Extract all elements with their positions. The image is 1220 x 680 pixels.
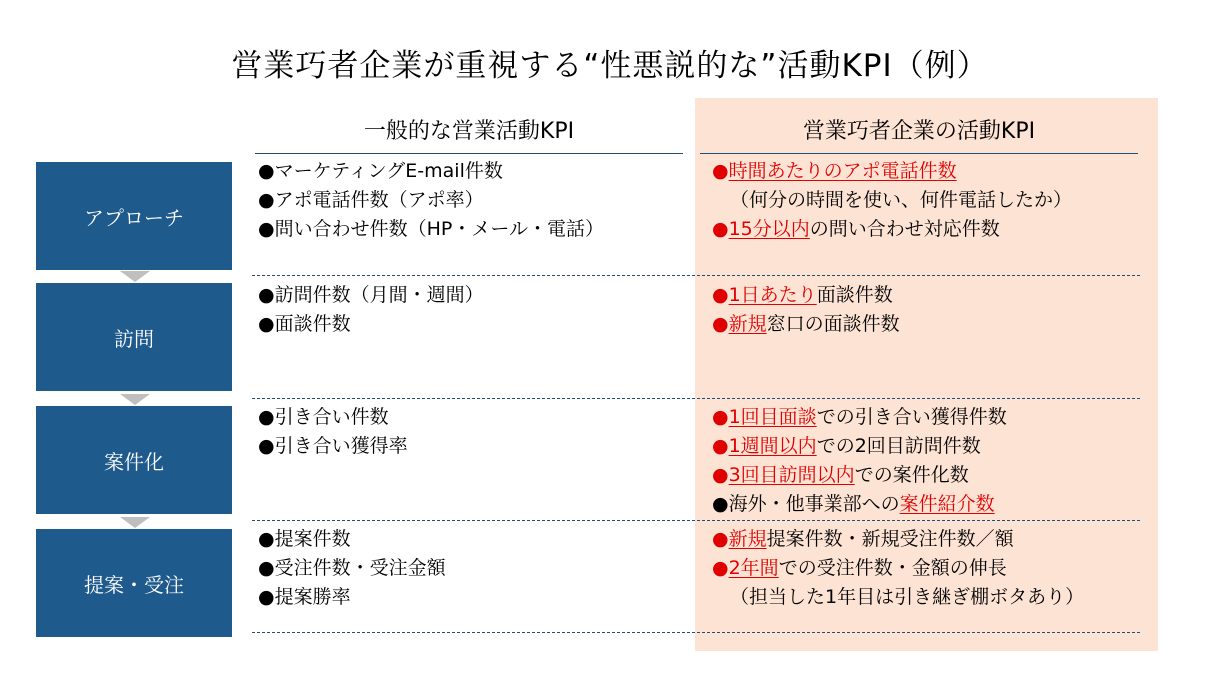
row-divider [252, 520, 1140, 521]
kpi-item: ●面談件数 [258, 313, 351, 335]
general-kpi-header: 一般的な営業活動KPI [363, 119, 575, 144]
kpi-text: での2回目訪問件数 [816, 435, 981, 457]
kpi-highlight: 1日あたり [728, 284, 817, 306]
flow-arrow-icon [120, 517, 150, 528]
red-bullet-icon: ● [712, 284, 729, 306]
kpi-text: 提案件数・新規受注件数／額 [766, 528, 1014, 550]
kpi-item: ●提案件数 [258, 528, 351, 550]
red-bullet-icon: ● [712, 406, 729, 428]
kpi-item: ●引き合い件数 [258, 406, 389, 428]
red-bullet-icon: ● [712, 435, 729, 457]
general-kpi-list-case [258, 403, 408, 461]
kpi-item [712, 157, 1072, 186]
expert-kpi-list-proposal [712, 525, 1084, 612]
kpi-item [712, 215, 1072, 244]
flow-arrow-icon [120, 271, 150, 282]
stage-case: 案件化 [36, 406, 232, 514]
kpi-highlight: 15分以内 [728, 218, 810, 240]
kpi-note: （担当した1年目は引き継ぎ棚ボタあり） [730, 586, 1085, 608]
kpi-item [712, 310, 900, 339]
kpi-highlight: 新規 [728, 313, 767, 335]
flow-arrow-icon [120, 394, 150, 405]
general-header-underline [255, 153, 683, 154]
red-bullet-icon: ● [712, 557, 729, 579]
kpi-text: 海外・他事業部への [728, 493, 900, 515]
kpi-highlight: 2年間 [728, 557, 779, 579]
red-bullet-icon: ● [712, 313, 729, 335]
stage-approach: アプローチ [36, 162, 232, 270]
expert-kpi-header: 営業巧者企業の活動KPI [802, 119, 1036, 144]
kpi-highlight: 3回目訪問以内 [728, 464, 855, 486]
row-divider [252, 275, 1140, 276]
expert-kpi-list-visit [712, 281, 900, 339]
red-bullet-icon: ● [712, 218, 729, 240]
kpi-item [712, 490, 1007, 519]
kpi-highlight: 1回目面談 [728, 406, 817, 428]
expert-kpi-list-approach [712, 157, 1072, 244]
kpi-item [712, 432, 1007, 461]
black-bullet-icon: ● [712, 493, 729, 515]
kpi-item [712, 403, 1007, 432]
general-kpi-list-proposal [258, 525, 446, 612]
kpi-item: ●訪問件数（月間・週間） [258, 284, 484, 306]
page-title: 営業巧者企業が重視する“性悪説的な”活動KPI（例） [231, 48, 989, 84]
kpi-item [712, 554, 1084, 583]
kpi-text: 面談件数 [816, 284, 893, 306]
kpi-item: ●引き合い獲得率 [258, 435, 408, 457]
kpi-highlight: 1週間以内 [728, 435, 817, 457]
kpi-item [712, 461, 1007, 490]
red-bullet-icon: ● [712, 160, 729, 182]
expert-header-underline [700, 153, 1138, 154]
stage-visit: 訪問 [36, 283, 232, 391]
row-divider [252, 632, 1140, 633]
kpi-highlight: 時間あたりのアポ電話件数 [728, 160, 957, 182]
kpi-highlight: 新規 [728, 528, 767, 550]
red-bullet-icon: ● [712, 528, 729, 550]
kpi-text: の問い合わせ対応件数 [809, 218, 1000, 240]
general-kpi-list-visit [258, 281, 484, 339]
kpi-text: 窓口の面談件数 [766, 313, 900, 335]
kpi-item: ●マーケティングE-mail件数 [258, 160, 503, 182]
kpi-item [712, 525, 1084, 554]
kpi-highlight: 案件紹介数 [899, 493, 995, 515]
kpi-note: （何分の時間を使い、何件電話したか） [730, 189, 1073, 211]
kpi-item: ●アポ電話件数（アポ率） [258, 189, 484, 211]
kpi-item: ●提案勝率 [258, 586, 351, 608]
row-divider [252, 398, 1140, 399]
kpi-item [712, 281, 900, 310]
expert-kpi-list-case [712, 403, 1007, 519]
general-kpi-list-approach [258, 157, 604, 244]
kpi-text: での引き合い獲得件数 [816, 406, 1007, 428]
kpi-item: ●問い合わせ件数（HP・メール・電話） [258, 218, 604, 240]
kpi-item: ●受注件数・受注金額 [258, 557, 446, 579]
kpi-text: での受注件数・金額の伸長 [778, 557, 1007, 579]
kpi-text: での案件化数 [854, 464, 969, 486]
red-bullet-icon: ● [712, 464, 729, 486]
stage-proposal-order: 提案・受注 [36, 529, 232, 637]
